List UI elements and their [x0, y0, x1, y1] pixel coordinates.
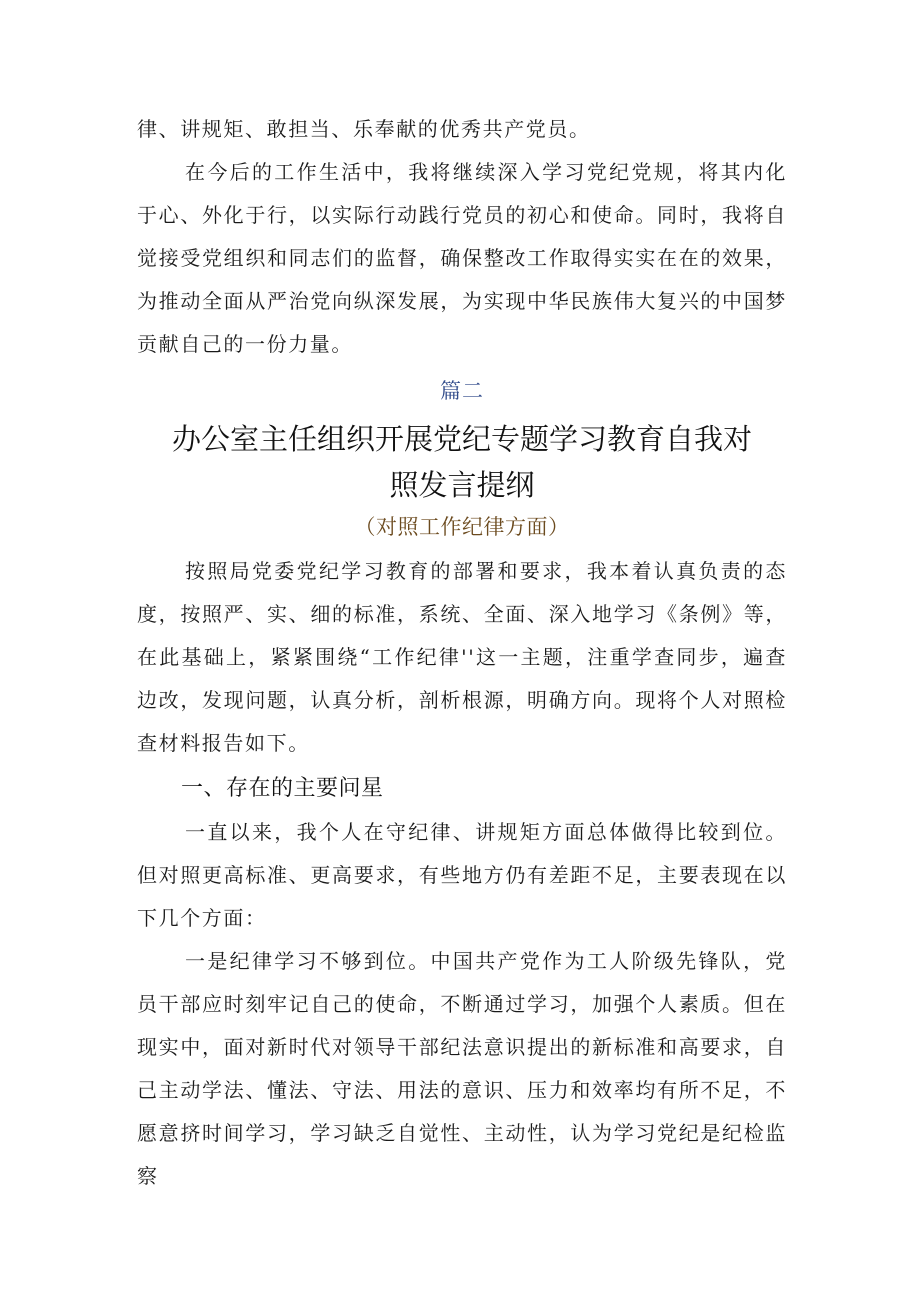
document-subtitle: （对照工作纪律方面） — [354, 515, 570, 539]
paragraph-future-work: 在今后的工作生活中，我将继续深入学习党纪党规，将其内化于心、外化于行，以实际行动践行党员的初心和使命。同时，我将自觉接受党组织和同志们的监督，确保整改工作取得实实在在的效果，为推动全面从严治党向纵深发展，为实现中华民族伟大复兴的中国梦贡献自己的一份力量。 — [137, 160, 787, 356]
paragraph-overview: 一直以来，我个人在守纪律、讲规矩方面总体做得比较到位。但对照更高标准、更高要求，有些地方仍有差距不足，主要表现在以下几个方面： — [137, 820, 787, 930]
section-tag: 篇二 — [440, 379, 484, 403]
document-title-line-1: 办公室主任组织开展党纪专题学习教育自我对 — [171, 422, 752, 456]
document-title-line-2: 照发言提纲 — [389, 468, 535, 502]
document-title — [137, 416, 787, 508]
paragraph-point-one: 一是纪律学习不够到位。中国共产党作为工人阶级先锋队，党员干部应时刻牢记自己的使命，不断通过学习，加强个人素质。但在现实中，面对新时代对领导干部纪法意识提出的新标准和高要求，自己主动学法、懂法、守法、用法的意识、压力和效率均有所不足，不愿意挤时间学习，学习缺乏自觉性、主动性，认为学习党纪是纪检监察 — [137, 949, 787, 1188]
document-page — [137, 108, 787, 1198]
section-heading-problems: 一、存在的主要问星 — [181, 776, 384, 801]
paragraph-continuation: 律、讲规矩、敢担当、乐奉献的优秀共产党员。 — [137, 117, 591, 141]
paragraph-intro: 按照局党委党纪学习教育的部署和要求，我本着认真负责的态度，按照严、实、细的标准，系统、全面、深入地学习《条例》等，在此基础上，紧紧围绕“工作纪律''这一主题，注重学查同步，遍查边改，发现问题，认真分析，剖析根源，明确方向。现将个人对照检查材料报告如下。 — [137, 559, 787, 755]
